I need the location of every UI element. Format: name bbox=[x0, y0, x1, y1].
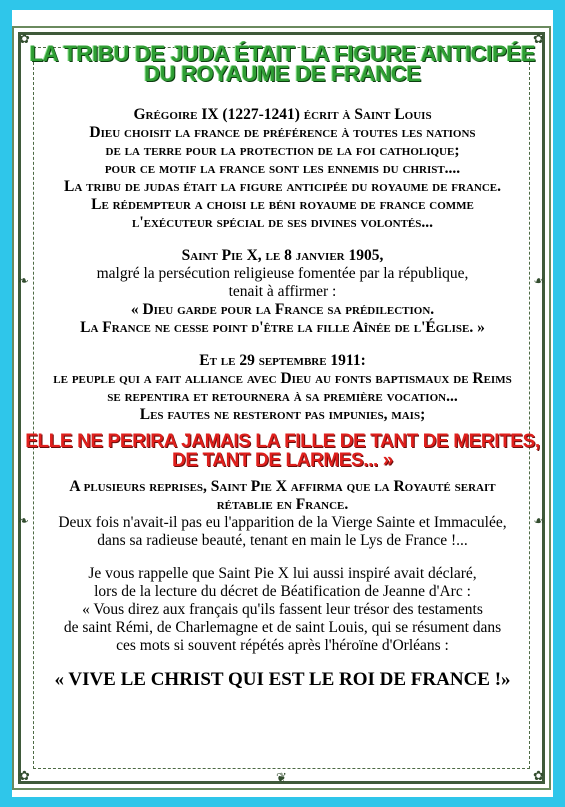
title-line-2: DU ROYAUME DE FRANCE bbox=[144, 61, 421, 86]
side-ornament-icon: ☙ bbox=[533, 274, 545, 289]
section-line: La tribu de judas était la figure anticipée du royaume de france. bbox=[64, 178, 501, 195]
section-line: Les fautes ne resteront pas impunies, mais; bbox=[139, 406, 426, 423]
highlight-quote bbox=[12, 432, 553, 470]
corner-ornament-icon: ✿ bbox=[19, 769, 30, 784]
section-gregoire bbox=[12, 106, 553, 232]
section-line: de la terre pour la protection de la foi catholique; bbox=[105, 142, 460, 159]
title-line-1: LA TRIBU DE JUDA ÉTAIT LA FIGURE ANTICIPÉE bbox=[29, 41, 536, 66]
side-ornament-icon: ☙ bbox=[533, 514, 545, 529]
section-line: tenait à affirmer : bbox=[228, 283, 337, 300]
highlight-line-2: DE TANT DE LARMES... » bbox=[172, 450, 393, 471]
section-line: « Dieu garde pour la France sa prédilection. bbox=[130, 301, 435, 318]
section-line: Je vous rappelle que Saint Pie X lui aussi inspiré avait déclaré, bbox=[88, 565, 477, 582]
bottom-ornament-icon: ❦ bbox=[276, 771, 287, 786]
section-line: Deux fois n'avait-il pas eu l'apparition de la Vierge Sainte et Immaculée, bbox=[58, 514, 507, 531]
section-jeanne-darc bbox=[12, 565, 553, 655]
corner-ornament-icon: ✿ bbox=[533, 32, 544, 47]
section-1911 bbox=[12, 352, 553, 424]
section-line: se repentira et retournera à sa première vocation... bbox=[107, 388, 458, 405]
section-line: Et le 29 septembre 1911: bbox=[199, 352, 366, 369]
section-line: Dieu choisit la france de préférence à toutes les nations bbox=[89, 124, 476, 141]
section-line: La France ne cesse point d'être la fille Aînée de l'Église. » bbox=[80, 319, 485, 336]
section-line: ces mots si souvent répétés après l'héroïne d'Orléans : bbox=[116, 637, 449, 654]
closing-acclamation: « VIVE LE CHRIST QUI EST LE ROI DE FRANCE !» bbox=[54, 669, 511, 690]
side-ornament-icon: ❧ bbox=[18, 514, 29, 529]
section-line: rétablie en France. bbox=[216, 496, 349, 513]
section-line: malgré la persécution religieuse fomentée par la république, bbox=[96, 265, 469, 282]
side-ornament-icon: ❧ bbox=[18, 274, 29, 289]
section-royaute bbox=[12, 478, 553, 550]
section-line: A plusieurs reprises, Saint Pie X affirma que la Royauté serait bbox=[69, 478, 496, 495]
page-title bbox=[12, 41, 553, 86]
corner-ornament-icon: ✿ bbox=[19, 32, 30, 47]
section-line: Saint Pie X, le 8 janvier 1905, bbox=[181, 247, 384, 264]
section-line: le peuple qui a fait alliance avec Dieu au fonts baptismaux de Reims bbox=[53, 370, 512, 387]
section-pie-x-1905 bbox=[12, 247, 553, 337]
section-line: pour ce motif la france sont les ennemis du christ.... bbox=[104, 160, 461, 177]
section-line: « Vous direz aux français qu'ils fassent leur trésor des testaments bbox=[82, 601, 483, 618]
highlight-line-1: ELLE NE PERIRA JAMAIS LA FILLE DE TANT DE MERITES, bbox=[25, 431, 540, 452]
section-line: l'exécuteur spécial de ses divines volontés... bbox=[132, 214, 433, 231]
section-line: dans sa radieuse beauté, tenant en main le Lys de France !... bbox=[97, 532, 468, 549]
section-line: lors de la lecture du décret de Béatification de Jeanne d'Arc : bbox=[94, 583, 471, 600]
page bbox=[12, 10, 553, 797]
section-line: Grégoire IX (1227-1241) écrit à Saint Louis bbox=[133, 106, 432, 123]
section-line: de saint Rémi, de Charlemagne et de saint Louis, qui se résument dans bbox=[63, 619, 502, 636]
section-line: Le rédempteur a choisi le béni royaume de france comme bbox=[91, 196, 474, 213]
corner-ornament-icon: ✿ bbox=[533, 769, 544, 784]
document-body bbox=[12, 41, 553, 691]
